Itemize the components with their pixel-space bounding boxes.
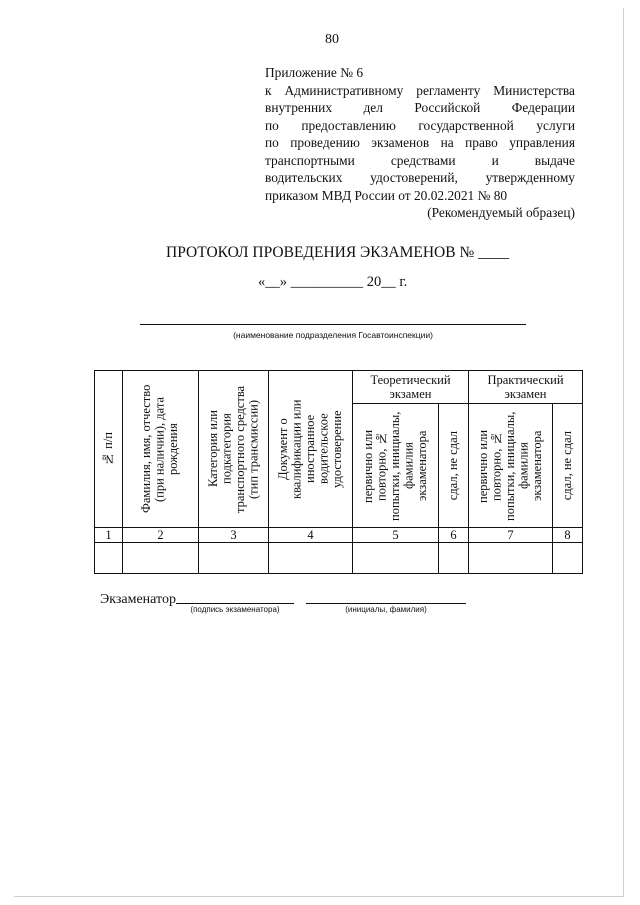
protocol-table — [94, 370, 583, 574]
name-line — [306, 603, 466, 604]
department-caption: (наименование подразделения Госавтоинспекции) — [233, 330, 433, 340]
header-cell-document — [269, 371, 353, 528]
appendix-line: приказом МВД России от 20.02.2021 № 80 — [265, 187, 508, 203]
column-number: 8 — [553, 528, 583, 543]
column-number: 7 — [469, 528, 553, 543]
name-caption: (инициалы, фамилия) — [345, 605, 427, 614]
appendix-line: транспортными средствами и выдаче — [265, 152, 575, 168]
page-number: 80 — [325, 32, 339, 47]
signature-caption: (подпись экзаменатора) — [190, 605, 280, 614]
header-label: № п/п — [100, 432, 115, 466]
appendix-line: по проведению экзаменов на право управления — [265, 135, 575, 150]
signature-line — [176, 603, 294, 604]
header-practice-result — [553, 404, 583, 528]
header-label: сдал, не сдал — [445, 430, 460, 501]
sample-note: (Рекомендуемый образец) — [427, 205, 575, 220]
table-cell — [439, 543, 469, 574]
header-label: первично или повторно, № попытки, инициалы, фамилия экзаменатора — [360, 410, 429, 521]
table-cell — [199, 543, 269, 574]
header-label: сдал, не сдал — [559, 430, 574, 501]
appendix-line: Приложение № 6 — [265, 65, 364, 80]
column-number: 6 — [439, 528, 469, 543]
date-line: «__» __________ 20__ г. — [258, 274, 408, 290]
table-cell — [123, 543, 199, 574]
table-cell — [95, 543, 123, 574]
department-name-line — [140, 324, 526, 325]
table-cell — [553, 543, 583, 574]
appendix-line: внутренних дел Российской Федерации — [265, 100, 575, 115]
appendix-line: водительских удостоверений, утвержденному — [265, 170, 575, 185]
table-cell — [353, 543, 439, 574]
header-cell-number — [95, 371, 123, 528]
header-label: Документ о квалификации или иностранное водительское удостоверение — [275, 399, 344, 499]
table-cell — [269, 543, 353, 574]
protocol-title: ПРОТОКОЛ ПРОВЕДЕНИЯ ЭКЗАМЕНОВ № ____ — [166, 244, 510, 261]
header-theory-exam: Теоретический экзамен — [353, 371, 469, 404]
column-number: 4 — [269, 528, 353, 543]
column-number: 5 — [353, 528, 439, 543]
header-label: Категория или подкатегория транспортного средства (тип трансмиссии) — [205, 385, 260, 513]
header-theory-attempt — [353, 404, 439, 528]
header-theory-result — [439, 404, 469, 528]
column-number: 2 — [123, 528, 199, 543]
appendix-line: к Административному регламенту Министерства — [265, 82, 575, 98]
header-practical-exam: Практический экзамен — [469, 371, 583, 404]
table-cell — [469, 543, 553, 574]
examiner-label: Экзаменатор — [100, 592, 176, 607]
header-cell-category — [199, 371, 269, 528]
header-label: Фамилия, имя, отчество (при наличии), дата рождения — [139, 384, 181, 514]
appendix-line: по предоставлению государственной услуги — [265, 117, 575, 133]
column-number: 3 — [199, 528, 269, 543]
appendix-block — [265, 64, 575, 222]
header-practice-attempt — [469, 404, 553, 528]
header-label: первично или повторно, № попытки, инициалы, фамилия экзаменатора — [475, 410, 544, 521]
column-number: 1 — [95, 528, 123, 543]
header-cell-fullname — [123, 371, 199, 528]
